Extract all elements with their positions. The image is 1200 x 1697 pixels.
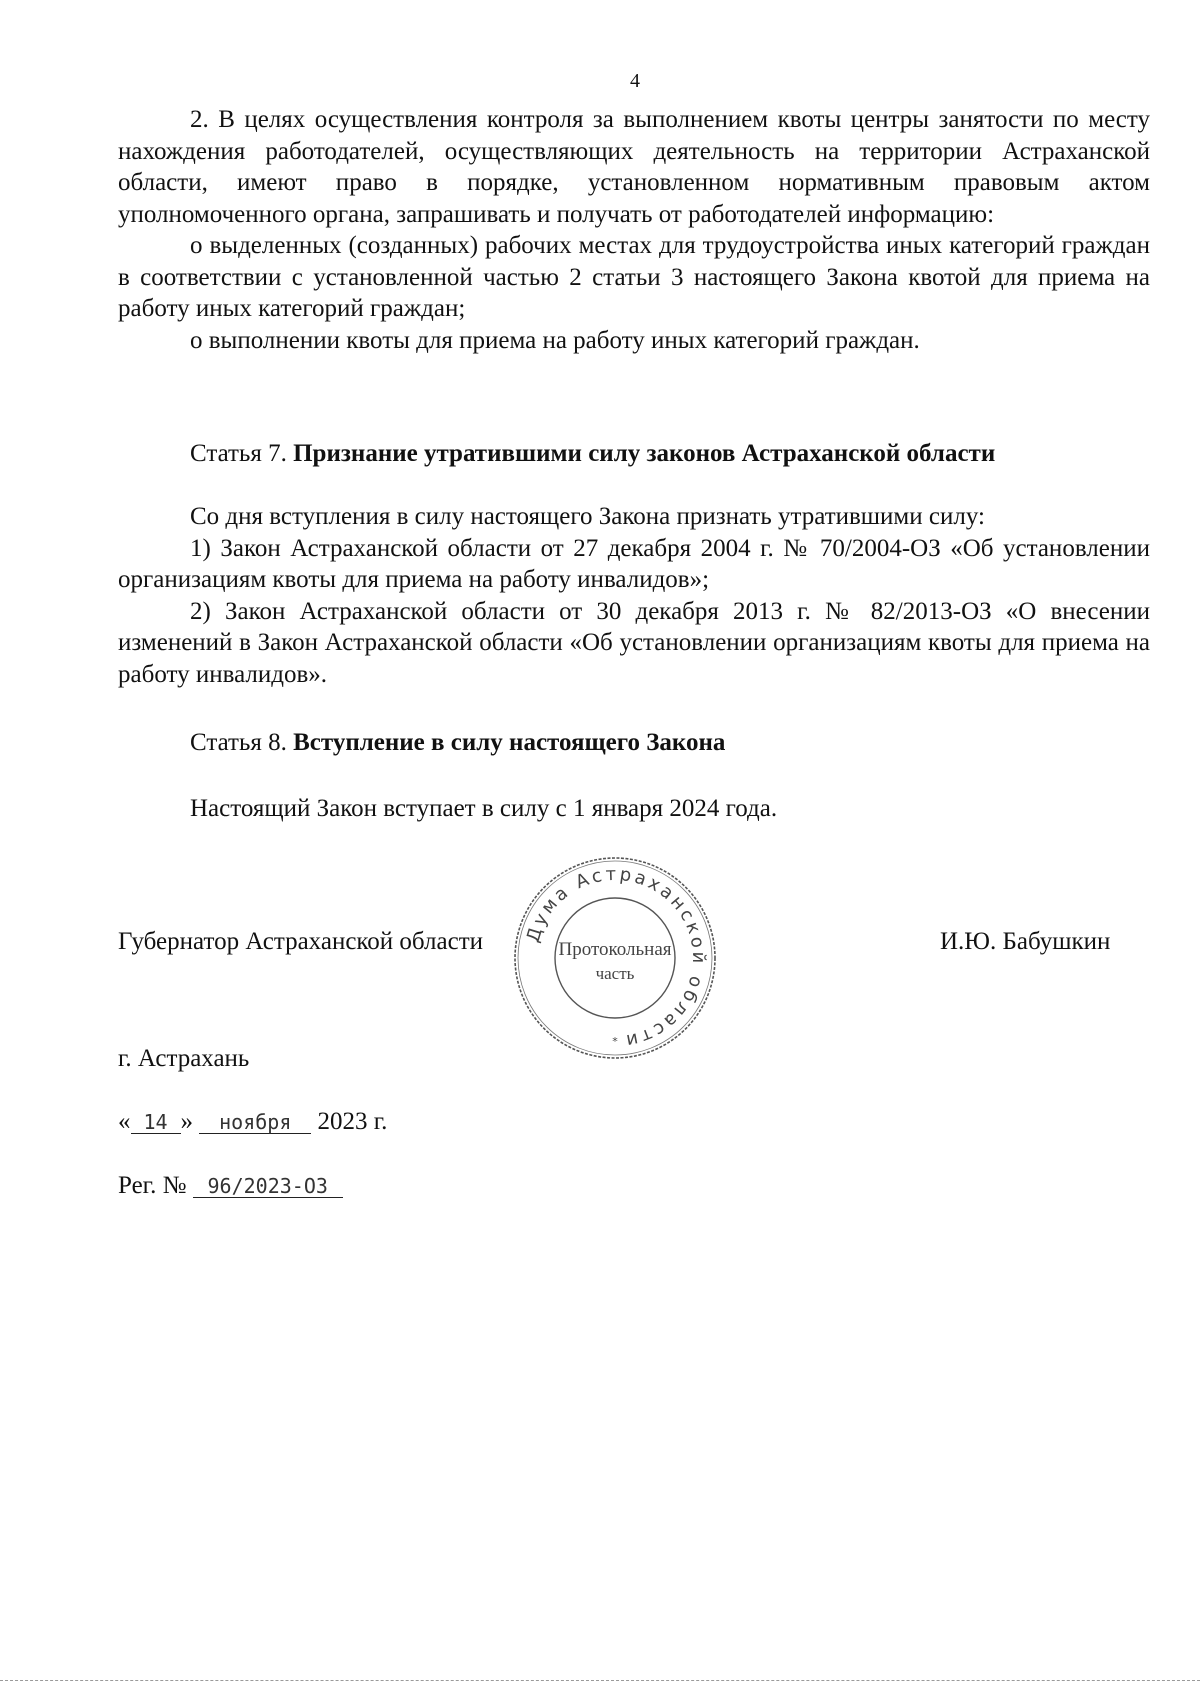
article7-label: Статья 7. <box>190 440 287 467</box>
article6-part2 <box>118 104 1150 356</box>
article8-label: Статья 8. <box>190 729 287 756</box>
date-month: ноября <box>199 1111 311 1134</box>
article8-heading <box>190 727 725 759</box>
stamp-center-line2: часть <box>595 964 635 983</box>
governor-name: И.Ю. Бабушкин <box>940 928 1111 955</box>
stamp-center-line1: Протокольная <box>558 939 672 960</box>
stamp-star-icon: * <box>612 1035 618 1048</box>
signing-date <box>118 1106 387 1138</box>
article7-heading <box>190 438 995 470</box>
article8-title: Вступление в силу настоящего Закона <box>293 729 726 756</box>
article7-title: Признание утратившими силу законов Астраханской области <box>293 440 996 467</box>
date-day: 14 <box>131 1111 181 1134</box>
paragraph: 1) Закон Астраханской области от 27 декабря 2004 г. № 70/2004-ОЗ «Об установлении организациям квоты для приема на работу инвалидов»; <box>118 534 1150 593</box>
governor-title: Губернатор Астраханской области <box>118 928 484 955</box>
article8-text: Настоящий Закон вступает в силу с 1 января 2024 года. <box>190 795 778 822</box>
article7-body <box>118 501 1150 690</box>
official-stamp <box>512 855 718 1061</box>
date-close-quote: » <box>180 1108 193 1135</box>
registration <box>118 1170 343 1202</box>
paragraph: о выполнении квоты для приема на работу иных категорий граждан. <box>190 326 920 354</box>
date-open-quote: « <box>118 1108 131 1135</box>
stamp-ring-text: Дума Астраханской области <box>522 863 710 1052</box>
paragraph: 2. В целях осуществления контроля за выполнением квоты центры занятости по месту нахождения работодателей, осуществляющих деятельность на территории Астраханской области, имеют право в порядке, установленном нормативным правовым актом уполномоченного органа, запрашивать и получать от работодателей информацию: <box>118 106 1150 228</box>
date-year: 2023 г. <box>317 1108 388 1135</box>
paragraph: Со дня вступления в силу настоящего Закона признать утратившими силу: <box>190 503 985 530</box>
scan-edge-line <box>0 1680 1200 1681</box>
paragraph: 2) Закон Астраханской области от 30 декабря 2013 г. № 82/2013-ОЗ «О внесении изменений в Закон Астраханской области «Об установлении организациям квоты для приема на работу инвалидов». <box>118 597 1150 688</box>
page-number: 4 <box>630 70 640 92</box>
place: г. Астрахань <box>118 1045 250 1072</box>
registration-number: 96/2023-ОЗ <box>193 1175 343 1198</box>
registration-label: Рег. № <box>118 1172 187 1199</box>
paragraph: о выделенных (созданных) рабочих местах для трудоустройства иных категорий граждан в соответствии с установленной частью 2 статьи 3 настоящего Закона квотой для приема на работу иных категорий граждан; <box>118 232 1150 322</box>
